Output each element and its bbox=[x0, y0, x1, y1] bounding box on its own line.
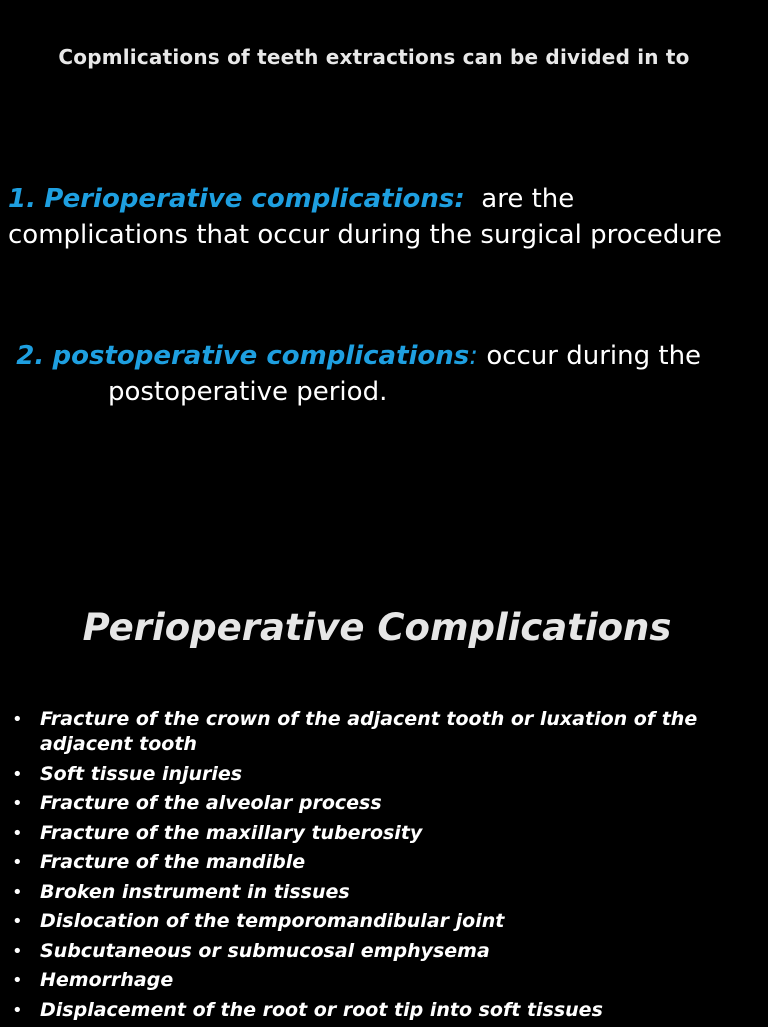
list-item bbox=[12, 968, 752, 993]
bullet-dot-icon: • bbox=[12, 999, 23, 1021]
definition-perioperative bbox=[8, 181, 760, 253]
definition-postoperative bbox=[8, 338, 760, 410]
bullet-dot-icon: • bbox=[12, 940, 23, 962]
bullet-dot-icon: • bbox=[12, 881, 23, 903]
list-item bbox=[12, 939, 752, 964]
list-item bbox=[12, 998, 752, 1023]
item-number: 1. bbox=[8, 184, 36, 214]
bullet-dot-icon: • bbox=[12, 911, 23, 932]
bullet-dot-icon: • bbox=[12, 852, 23, 873]
list-item-text: Fracture of the maxillary tuberosity bbox=[40, 821, 423, 844]
term-postoperative: postoperative complications bbox=[52, 341, 470, 371]
term-colon: : bbox=[469, 341, 479, 371]
term-perioperative: Perioperative complications: bbox=[44, 184, 465, 214]
complications-list bbox=[12, 707, 752, 1027]
definition-text: are the complications that occur during the surgical procedure bbox=[8, 184, 723, 250]
bullet-dot-icon: • bbox=[12, 763, 23, 785]
list-item-text: Displacement of the root or root tip into soft tissues bbox=[40, 998, 603, 1021]
list-item-text: Fracture of the alveolar process bbox=[40, 792, 382, 814]
list-item bbox=[12, 909, 752, 934]
list-item-text: Soft tissue injuries bbox=[40, 762, 243, 785]
list-item-text: Hemorrhage bbox=[40, 969, 174, 991]
definition-text-end: postoperative period. bbox=[108, 377, 388, 407]
list-item-text: Fracture of the mandible bbox=[40, 851, 306, 873]
slide-perioperative-complications bbox=[0, 540, 768, 1024]
list-item bbox=[12, 791, 752, 816]
bullet-dot-icon: • bbox=[12, 822, 23, 844]
list-item bbox=[12, 850, 752, 875]
list-item bbox=[12, 707, 752, 757]
list-item bbox=[12, 762, 752, 787]
list-item-text: Broken instrument in tissues bbox=[40, 880, 350, 903]
list-item-text: Fracture of the crown of the adjacent tooth or luxation of the adjacent tooth bbox=[40, 708, 698, 755]
slide-title: Copmlications of teeth extractions can be divided in to bbox=[58, 45, 690, 69]
bullet-dot-icon: • bbox=[12, 709, 23, 730]
list-item bbox=[12, 821, 752, 846]
section-title: Perioperative Complications bbox=[82, 606, 672, 649]
item-number: 2. bbox=[16, 341, 45, 371]
list-item-text: Subcutaneous or submucosal emphysema bbox=[40, 939, 490, 962]
definition-text-start: occur during the bbox=[486, 341, 702, 371]
bullet-dot-icon: • bbox=[12, 970, 23, 991]
list-item bbox=[12, 880, 752, 905]
bullet-dot-icon: • bbox=[12, 793, 23, 814]
list-item-text: Dislocation of the temporomandibular joint bbox=[40, 910, 505, 932]
